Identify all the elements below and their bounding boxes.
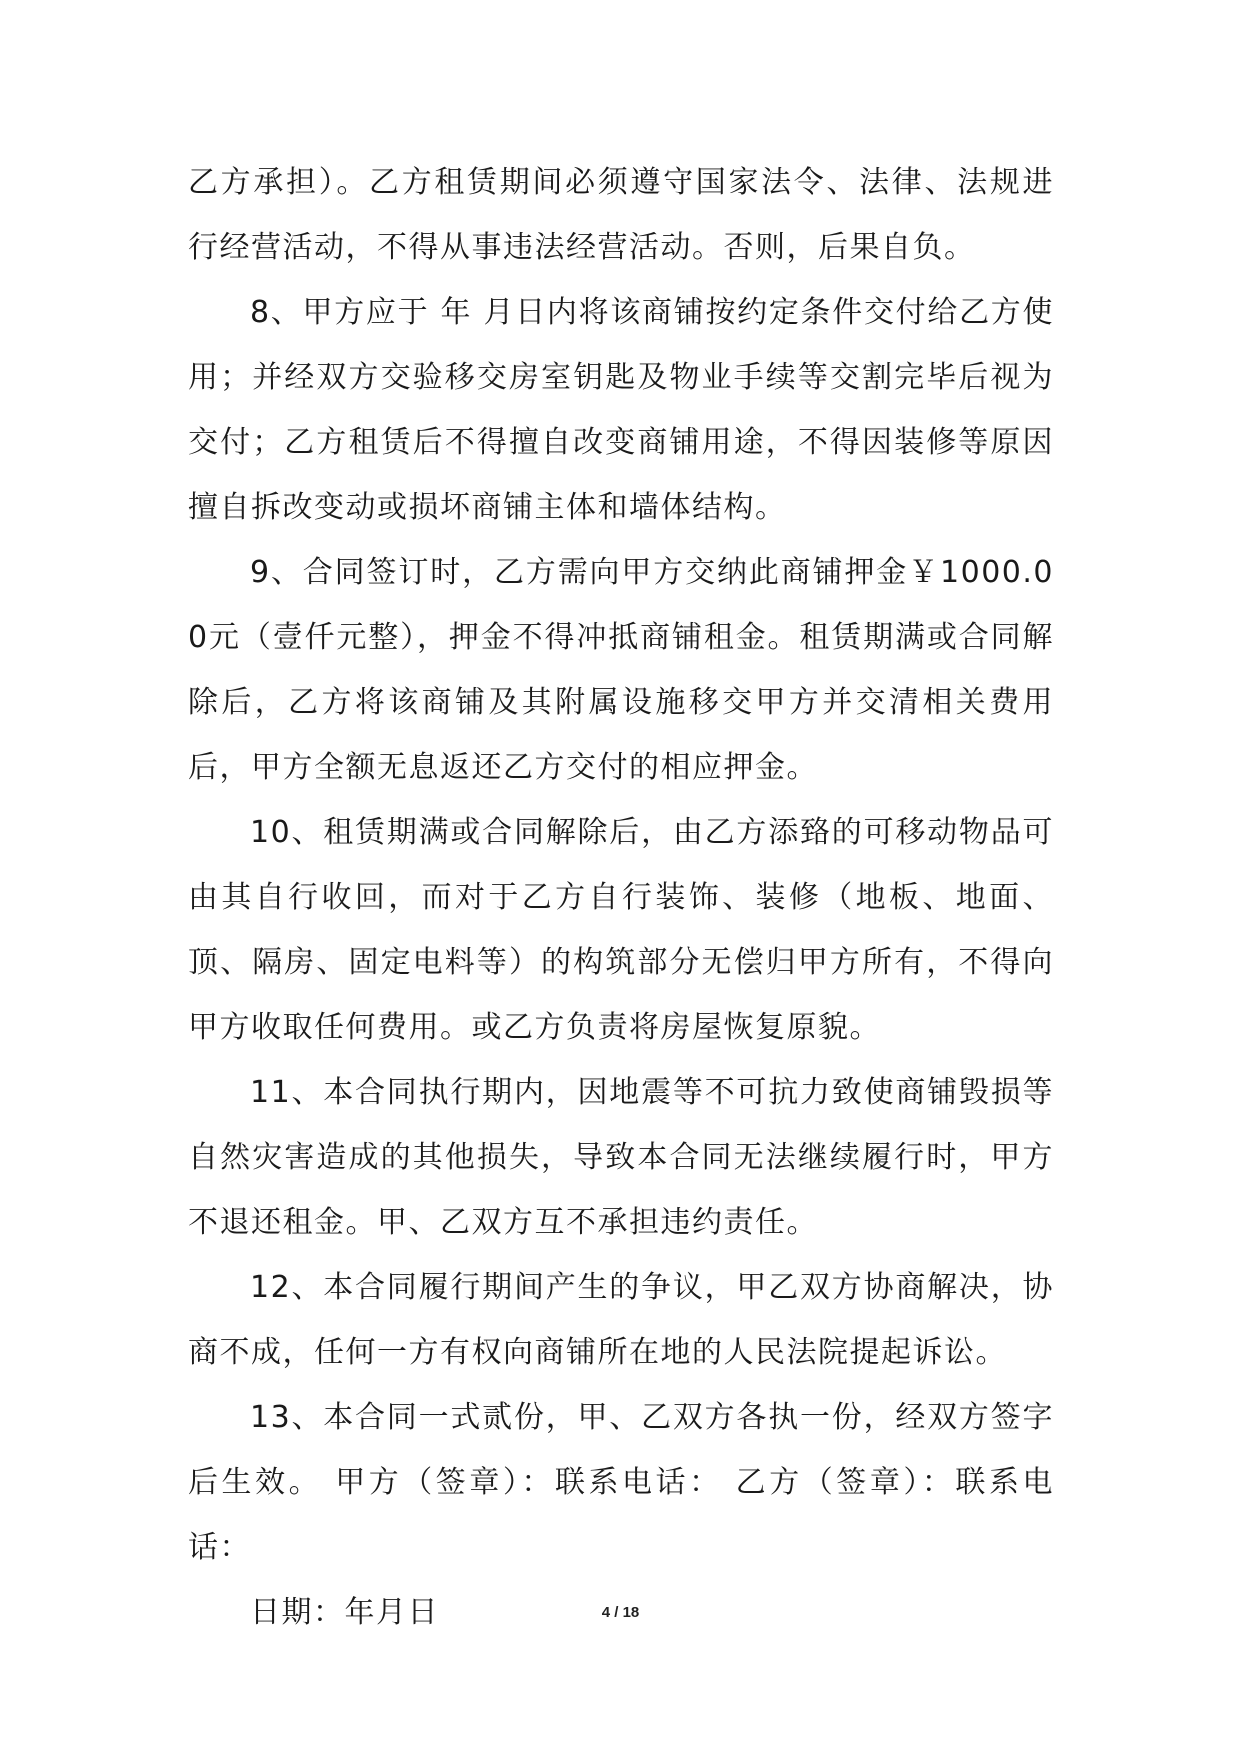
- paragraph-clause-13: 13、本合同一式贰份，甲、乙双方各执一份，经双方签字后生效。 甲方（签章）：联系电话： 乙方（签章）：联系电话：: [188, 1400, 1054, 1565]
- paragraph-clause-8: 8、甲方应于 年 月日内将该商铺按约定条件交付给乙方使用；并经双方交验移交房室钥匙及物业手续等交割完毕后视为交付；乙方租赁后不得擅自改变商铺用途，不得因装修等原因擅自拆改变动或损坏商铺主体和墙体结构。: [188, 295, 1054, 525]
- document-body: [188, 150, 1054, 1645]
- page-number: 4 / 18: [601, 1604, 640, 1621]
- paragraph-clause-11: 11、本合同执行期内，因地震等不可抗力致使商铺毁损等自然灾害造成的其他损失，导致本合同无法继续履行时，甲方不退还租金。甲、乙双方互不承担违约责任。: [188, 1075, 1054, 1240]
- paragraph-clause-9: 9、合同签订时，乙方需向甲方交纳此商铺押金￥1000.00元（壹仟元整），押金不得冲抵商铺租金。租赁期满或合同解除后，乙方将该商铺及其附属设施移交甲方并交清相关费用后，甲方全额无息返还乙方交付的相应押金。: [188, 555, 1054, 785]
- paragraph-clause-12: 12、本合同履行期间产生的争议，甲乙双方协商解决，协商不成，任何一方有权向商铺所在地的人民法院提起诉讼。: [188, 1270, 1054, 1370]
- paragraph-clause-10: 10、租赁期满或合同解除后，由乙方添臵的可移动物品可由其自行收回，而对于乙方自行装饰、装修（地板、地面、顶、隔房、固定电料等）的构筑部分无偿归甲方所有，不得向甲方收取任何费用。或乙方负责将房屋恢复原貌。: [188, 815, 1054, 1045]
- paragraph-date: 日期：年月日: [250, 1595, 439, 1630]
- paragraph-continuation: 乙方承担）。乙方租赁期间必须遵守国家法令、法律、法规进行经营活动，不得从事违法经营活动。否则，后果自负。: [188, 165, 1054, 265]
